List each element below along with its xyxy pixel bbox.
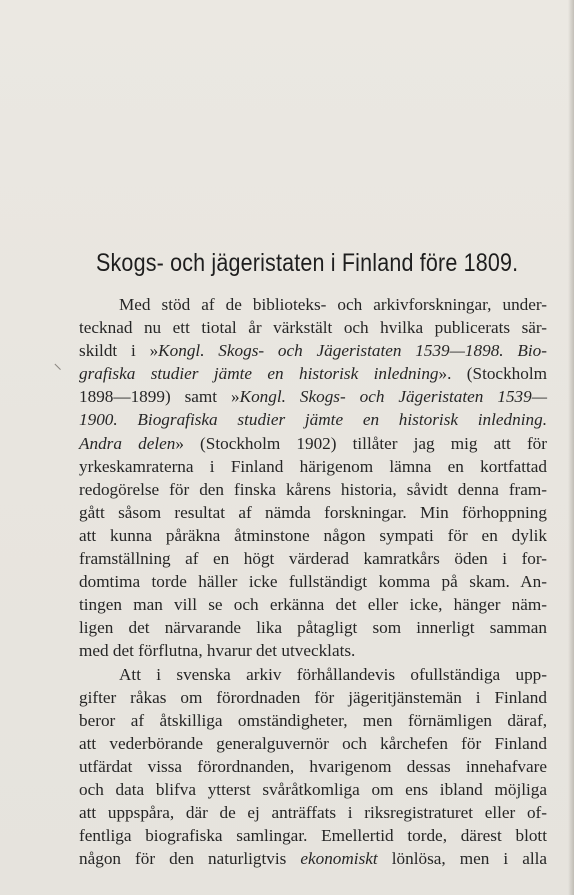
- text-segment: att kunna påräkna åtminstone någon sympati för en dylik: [79, 525, 547, 545]
- text-segment: redogörelse för den finska kårens historia, såvidt denna fram-: [79, 479, 547, 499]
- margin-pencil-mark: [54, 358, 66, 370]
- text-segment: tecknad nu ett tiotal år värkstält och hvilka publicerats sär-: [79, 318, 547, 338]
- text-line: [79, 432, 547, 455]
- text-line: [79, 501, 547, 524]
- text-segment: utfärdat vissa förordnanden, hvarigenom dessas innehafvare: [79, 756, 547, 776]
- text-line: [79, 339, 547, 362]
- text-segment: 1898—1899) samt »: [79, 387, 240, 407]
- text-line: [79, 801, 547, 824]
- text-segment: fentliga biografiska samlingar. Emellertid torde, därest blott: [79, 826, 547, 846]
- italic-text: Andra delen: [79, 433, 176, 453]
- text-segment: att vederbörande generalguvernör och kårchefen för Finland: [79, 733, 547, 753]
- page-edge-shadow: [568, 0, 574, 895]
- text-segment: med det förflutna, hvarur det utvecklats.: [79, 641, 356, 661]
- text-segment: någon för den naturligtvis: [79, 849, 301, 869]
- body-text: [79, 293, 547, 870]
- text-line: [79, 293, 547, 316]
- text-line: [79, 639, 547, 662]
- italic-text: grafiska studier jämte en historisk inledning: [79, 364, 439, 384]
- text-line: [79, 732, 547, 755]
- text-segment: gått såsom resultat af nämda forskningar. Min förhoppning: [79, 502, 547, 522]
- italic-text: Kongl. Skogs- och Jägeristaten 1539—: [239, 387, 548, 407]
- text-line: [79, 316, 547, 339]
- text-segment: ligen det närvarande lika påtagligt som innerligt samman: [79, 618, 547, 638]
- text-segment: Att i svenska arkiv förhållandevis ofullständiga upp-: [119, 664, 547, 684]
- italic-text: ekonomiskt: [300, 849, 378, 869]
- text-line: [79, 547, 547, 570]
- text-line: [79, 478, 547, 501]
- text-line: [79, 570, 547, 593]
- italic-text: Kongl. Skogs- och Jägeristaten 1539—1898. Bio-: [158, 341, 547, 361]
- text-segment: beror af åtskilliga omständigheter, men förnämligen däraf,: [79, 710, 547, 730]
- text-line: [79, 385, 547, 408]
- text-segment: » (Stockholm 1902) tillåter jag mig att för: [175, 433, 547, 453]
- text-line: [79, 824, 547, 847]
- text-segment: lönlösa, men i alla: [377, 849, 548, 869]
- italic-text: 1900. Biografiska studier jämte en historisk inledning.: [79, 410, 547, 430]
- text-segment: tingen man vill se och erkänna det eller icke, hänger näm-: [79, 595, 547, 615]
- text-segment: att uppspåra, där de ej anträffats i riksregistraturet eller of-: [79, 803, 547, 823]
- text-line: [79, 663, 547, 686]
- text-line: [79, 709, 547, 732]
- chapter-title: Skogs- och jägeristaten i Finland före 1809.: [96, 249, 519, 277]
- text-segment: yrkeskamraterna i Finland härigenom lämna en kortfattad: [79, 456, 547, 476]
- text-segment: skildt i »: [79, 341, 159, 361]
- text-line: [79, 755, 547, 778]
- text-line: [79, 686, 547, 709]
- text-line: [79, 524, 547, 547]
- text-line: [79, 408, 547, 431]
- text-line: [79, 455, 547, 478]
- text-line: [79, 362, 547, 385]
- text-segment: domtima torde häller icke fullständigt komma på skam. An-: [79, 572, 547, 592]
- text-segment: framställning af en högt värderad kamratkårs öden i for-: [79, 549, 547, 569]
- text-line: [79, 593, 547, 616]
- text-line: [79, 847, 547, 870]
- text-segment: Med stöd af de biblioteks- och arkivforskningar, under-: [119, 295, 547, 314]
- text-line: [79, 616, 547, 639]
- text-segment: och data blifva ytterst svåråtkomliga om ens ibland möjliga: [79, 779, 547, 799]
- text-segment: ». (Stockholm: [438, 364, 547, 384]
- text-line: [79, 778, 547, 801]
- text-segment: gifter råkas om förordnaden för jägeritjänstemän i Finland: [79, 687, 547, 707]
